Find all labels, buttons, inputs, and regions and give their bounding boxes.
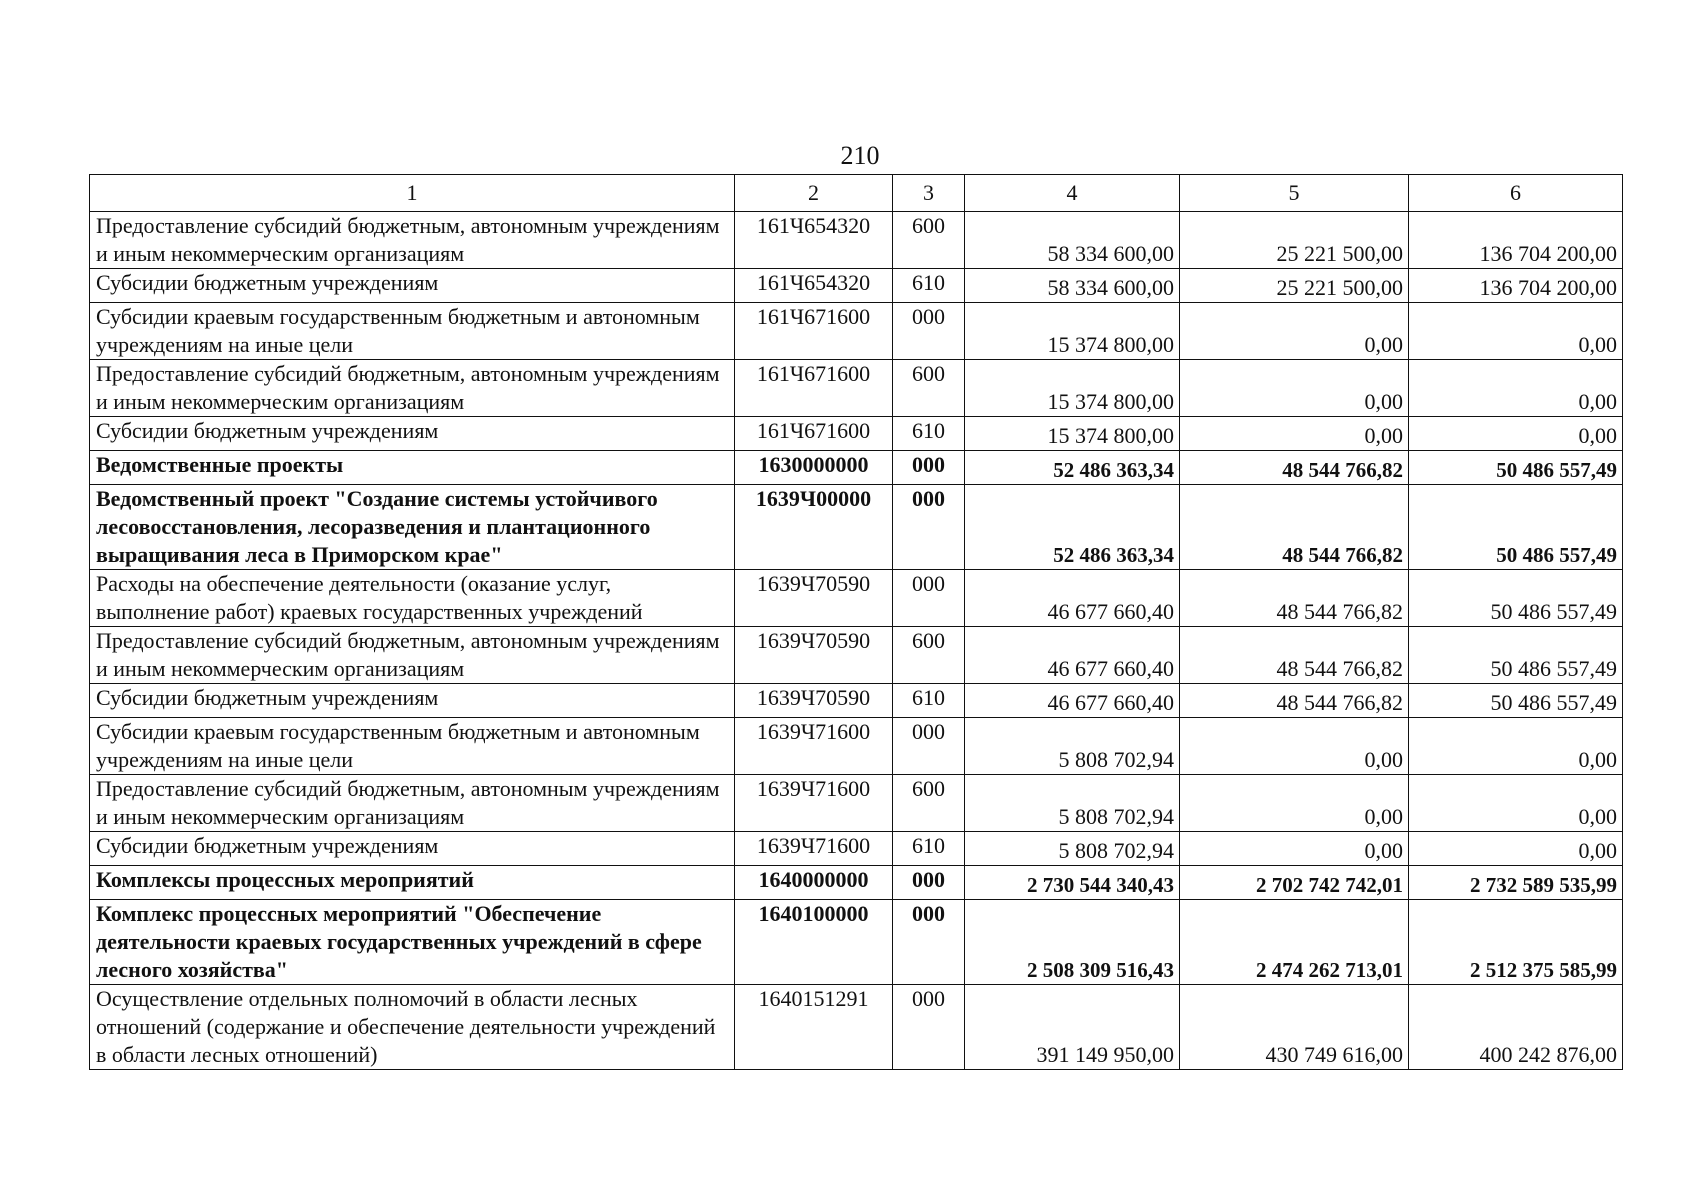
table-row xyxy=(90,360,1623,417)
row-value-4: 15 374 800,00 xyxy=(965,417,1180,451)
row-name: Субсидии бюджетным учреждениям xyxy=(90,417,735,451)
row-code: 1639Ч70590 xyxy=(735,684,893,718)
row-value-5: 25 221 500,00 xyxy=(1180,269,1409,303)
row-name: Субсидии бюджетным учреждениям xyxy=(90,832,735,866)
table-row xyxy=(90,451,1623,485)
row-code: 1639Ч71600 xyxy=(735,832,893,866)
row-expense-type: 600 xyxy=(893,775,965,832)
page-number: 210 xyxy=(840,141,880,170)
row-value-4: 2 508 309 516,43 xyxy=(965,900,1180,985)
row-expense-type: 000 xyxy=(893,303,965,360)
table-row xyxy=(90,269,1623,303)
table-row xyxy=(90,985,1623,1070)
table-header-row xyxy=(90,175,1623,212)
row-value-4: 5 808 702,94 xyxy=(965,832,1180,866)
row-code: 1639Ч71600 xyxy=(735,718,893,775)
row-expense-type: 000 xyxy=(893,570,965,627)
row-expense-type: 000 xyxy=(893,985,965,1070)
row-code: 1639Ч00000 xyxy=(735,485,893,570)
row-value-6: 2 732 589 535,99 xyxy=(1409,866,1623,900)
row-expense-type: 000 xyxy=(893,900,965,985)
table-row xyxy=(90,627,1623,684)
row-value-4: 58 334 600,00 xyxy=(965,212,1180,269)
row-name: Субсидии бюджетным учреждениям xyxy=(90,684,735,718)
column-header-4: 4 xyxy=(965,175,1180,212)
row-expense-type: 610 xyxy=(893,832,965,866)
row-value-5: 0,00 xyxy=(1180,303,1409,360)
row-value-5: 0,00 xyxy=(1180,417,1409,451)
row-name: Ведомственные проекты xyxy=(90,451,735,485)
row-value-6: 0,00 xyxy=(1409,417,1623,451)
row-value-4: 52 486 363,34 xyxy=(965,451,1180,485)
column-header-6: 6 xyxy=(1409,175,1623,212)
row-value-4: 2 730 544 340,43 xyxy=(965,866,1180,900)
row-value-6: 50 486 557,49 xyxy=(1409,451,1623,485)
row-name: Предоставление субсидий бюджетным, автономным учреждениям и иным некоммерческим организациям xyxy=(90,775,735,832)
row-expense-type: 000 xyxy=(893,718,965,775)
row-code: 1639Ч70590 xyxy=(735,627,893,684)
row-value-5: 0,00 xyxy=(1180,775,1409,832)
row-name: Расходы на обеспечение деятельности (оказание услуг, выполнение работ) краевых государственных учреждений xyxy=(90,570,735,627)
row-value-5: 48 544 766,82 xyxy=(1180,451,1409,485)
row-name: Предоставление субсидий бюджетным, автономным учреждениям и иным некоммерческим организациям xyxy=(90,360,735,417)
row-value-5: 25 221 500,00 xyxy=(1180,212,1409,269)
row-expense-type: 610 xyxy=(893,417,965,451)
row-value-6: 50 486 557,49 xyxy=(1409,570,1623,627)
row-value-4: 46 677 660,40 xyxy=(965,684,1180,718)
row-value-5: 48 544 766,82 xyxy=(1180,684,1409,718)
row-value-5: 0,00 xyxy=(1180,360,1409,417)
table-row xyxy=(90,832,1623,866)
row-value-4: 5 808 702,94 xyxy=(965,775,1180,832)
row-name: Субсидии краевым государственным бюджетным и автономным учреждениям на иные цели xyxy=(90,303,735,360)
row-code: 1640100000 xyxy=(735,900,893,985)
budget-table-body xyxy=(90,175,1623,1070)
row-value-6: 0,00 xyxy=(1409,718,1623,775)
table-row xyxy=(90,866,1623,900)
row-value-6: 50 486 557,49 xyxy=(1409,485,1623,570)
row-value-6: 136 704 200,00 xyxy=(1409,212,1623,269)
row-value-4: 5 808 702,94 xyxy=(965,718,1180,775)
row-name: Субсидии бюджетным учреждениям xyxy=(90,269,735,303)
row-name: Ведомственный проект "Создание системы устойчивого лесовосстановления, лесоразведения и плантационного выращивания леса в Приморском крае" xyxy=(90,485,735,570)
row-code: 1639Ч70590 xyxy=(735,570,893,627)
row-value-4: 46 677 660,40 xyxy=(965,570,1180,627)
row-value-6: 0,00 xyxy=(1409,303,1623,360)
row-value-5: 2 702 742 742,01 xyxy=(1180,866,1409,900)
row-value-6: 136 704 200,00 xyxy=(1409,269,1623,303)
row-value-5: 48 544 766,82 xyxy=(1180,627,1409,684)
row-value-6: 50 486 557,49 xyxy=(1409,684,1623,718)
row-code: 161Ч671600 xyxy=(735,303,893,360)
table-row xyxy=(90,900,1623,985)
table-row xyxy=(90,303,1623,360)
row-value-4: 15 374 800,00 xyxy=(965,360,1180,417)
row-value-4: 58 334 600,00 xyxy=(965,269,1180,303)
budget-table xyxy=(89,174,1623,1070)
row-value-5: 2 474 262 713,01 xyxy=(1180,900,1409,985)
row-code: 161Ч671600 xyxy=(735,360,893,417)
row-value-6: 2 512 375 585,99 xyxy=(1409,900,1623,985)
row-value-4: 46 677 660,40 xyxy=(965,627,1180,684)
table-row xyxy=(90,570,1623,627)
row-value-6: 50 486 557,49 xyxy=(1409,627,1623,684)
row-name: Комплекс процессных мероприятий "Обеспечение деятельности краевых государственных учреждений в сфере лесного хозяйства" xyxy=(90,900,735,985)
row-value-6: 400 242 876,00 xyxy=(1409,985,1623,1070)
row-expense-type: 000 xyxy=(893,866,965,900)
row-value-6: 0,00 xyxy=(1409,832,1623,866)
row-name: Комплексы процессных мероприятий xyxy=(90,866,735,900)
row-value-5: 0,00 xyxy=(1180,832,1409,866)
row-code: 161Ч671600 xyxy=(735,417,893,451)
row-value-5: 430 749 616,00 xyxy=(1180,985,1409,1070)
row-code: 1640151291 xyxy=(735,985,893,1070)
row-value-4: 15 374 800,00 xyxy=(965,303,1180,360)
table-row xyxy=(90,775,1623,832)
row-value-5: 48 544 766,82 xyxy=(1180,570,1409,627)
row-name: Предоставление субсидий бюджетным, автономным учреждениям и иным некоммерческим организациям xyxy=(90,212,735,269)
table-row xyxy=(90,417,1623,451)
row-code: 1640000000 xyxy=(735,866,893,900)
row-name: Осуществление отдельных полномочий в области лесных отношений (содержание и обеспечение деятельности учреждений в области лесных отношений) xyxy=(90,985,735,1070)
table-row xyxy=(90,684,1623,718)
row-code: 1630000000 xyxy=(735,451,893,485)
row-expense-type: 000 xyxy=(893,451,965,485)
row-expense-type: 610 xyxy=(893,684,965,718)
row-value-4: 391 149 950,00 xyxy=(965,985,1180,1070)
row-value-6: 0,00 xyxy=(1409,360,1623,417)
row-name: Субсидии краевым государственным бюджетным и автономным учреждениям на иные цели xyxy=(90,718,735,775)
row-value-5: 0,00 xyxy=(1180,718,1409,775)
row-value-4: 52 486 363,34 xyxy=(965,485,1180,570)
table-row xyxy=(90,485,1623,570)
row-value-6: 0,00 xyxy=(1409,775,1623,832)
row-value-5: 48 544 766,82 xyxy=(1180,485,1409,570)
row-code: 1639Ч71600 xyxy=(735,775,893,832)
row-code: 161Ч654320 xyxy=(735,212,893,269)
row-code: 161Ч654320 xyxy=(735,269,893,303)
row-expense-type: 610 xyxy=(893,269,965,303)
row-expense-type: 000 xyxy=(893,485,965,570)
row-expense-type: 600 xyxy=(893,360,965,417)
column-header-5: 5 xyxy=(1180,175,1409,212)
column-header-1: 1 xyxy=(90,175,735,212)
table-row xyxy=(90,718,1623,775)
row-name: Предоставление субсидий бюджетным, автономным учреждениям и иным некоммерческим организациям xyxy=(90,627,735,684)
column-header-2: 2 xyxy=(735,175,893,212)
column-header-3: 3 xyxy=(893,175,965,212)
table-row xyxy=(90,212,1623,269)
row-expense-type: 600 xyxy=(893,627,965,684)
row-expense-type: 600 xyxy=(893,212,965,269)
